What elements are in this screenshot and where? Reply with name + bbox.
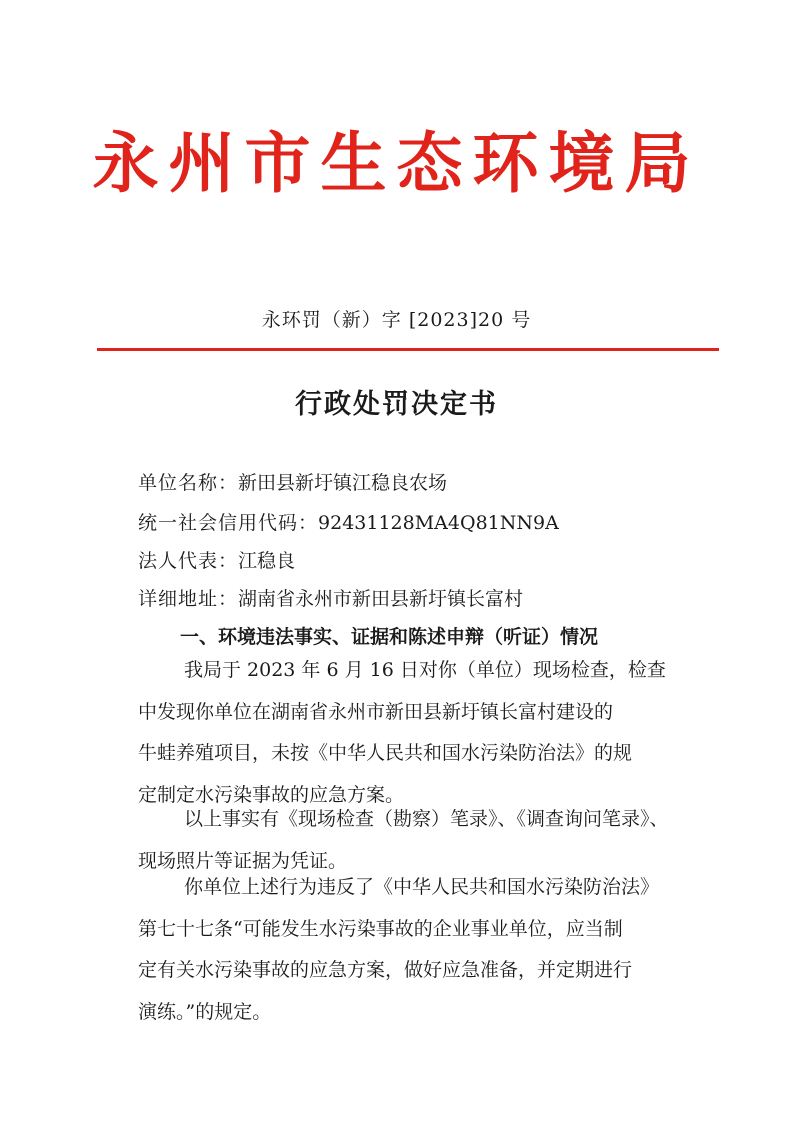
- party-name-label: 单位名称：: [138, 472, 239, 494]
- legal-rep-label: 法人代表：: [138, 550, 239, 572]
- red-divider-line: [97, 348, 719, 351]
- paragraph-line: 你单位上述行为违反了《中华人民共和国水污染防治法》: [184, 876, 660, 898]
- address-value: 湖南省永州市新田县新圩镇长富村: [238, 588, 524, 610]
- section-heading: 一、环境违法事实、证据和陈述申辩（听证）情况: [180, 626, 599, 648]
- paragraph-line: 定制定水污染事故的应急方案。: [138, 783, 405, 806]
- party-name-value: 新田县新圩镇江稳良农场: [238, 472, 448, 494]
- paragraph-line: 中发现你单位在湖南省永州市新田县新圩镇长富村建设的: [138, 700, 614, 723]
- paragraph-line: 以上事实有《现场检查（勘察）笔录》、《调查询问笔录》、: [184, 808, 669, 830]
- paragraph-line: 现场照片等证据为凭证。: [138, 849, 348, 872]
- credit-code-value: 92431128MA4Q81NN9A: [318, 512, 559, 534]
- credit-code-row: [138, 508, 559, 535]
- paragraph-line: 牛蛙养殖项目，未按《中华人民共和国水污染防治法》的规: [138, 742, 633, 764]
- address-row: [138, 584, 523, 611]
- paragraph-inspection: [138, 650, 718, 816]
- document-number: 永环罚（新）字 [2023]20 号: [261, 309, 532, 331]
- paragraph-line: 演练。”的规定。: [138, 1000, 272, 1023]
- party-name-row: [138, 468, 447, 495]
- agency-header: 永州市生态环境局: [92, 124, 701, 202]
- paragraph-violation: [138, 867, 718, 1033]
- paragraph-line: 定有关水污染事故的应急方案，做好应急准备，并定期进行: [138, 959, 633, 981]
- legal-rep-value: 江稳良: [238, 550, 296, 572]
- document-title: 行政处罚决定书: [295, 389, 498, 420]
- paragraph-line: 第七十七条“可能发生水污染事故的企业事业单位，应当制: [138, 917, 623, 940]
- paragraph-line: 我局于 2023 年 6 月 16 日对你（单位）现场检查，检查: [184, 659, 666, 681]
- address-label: 详细地址：: [138, 588, 239, 610]
- legal-rep-row: [138, 546, 295, 573]
- credit-code-label: 统一社会信用代码：: [138, 512, 319, 534]
